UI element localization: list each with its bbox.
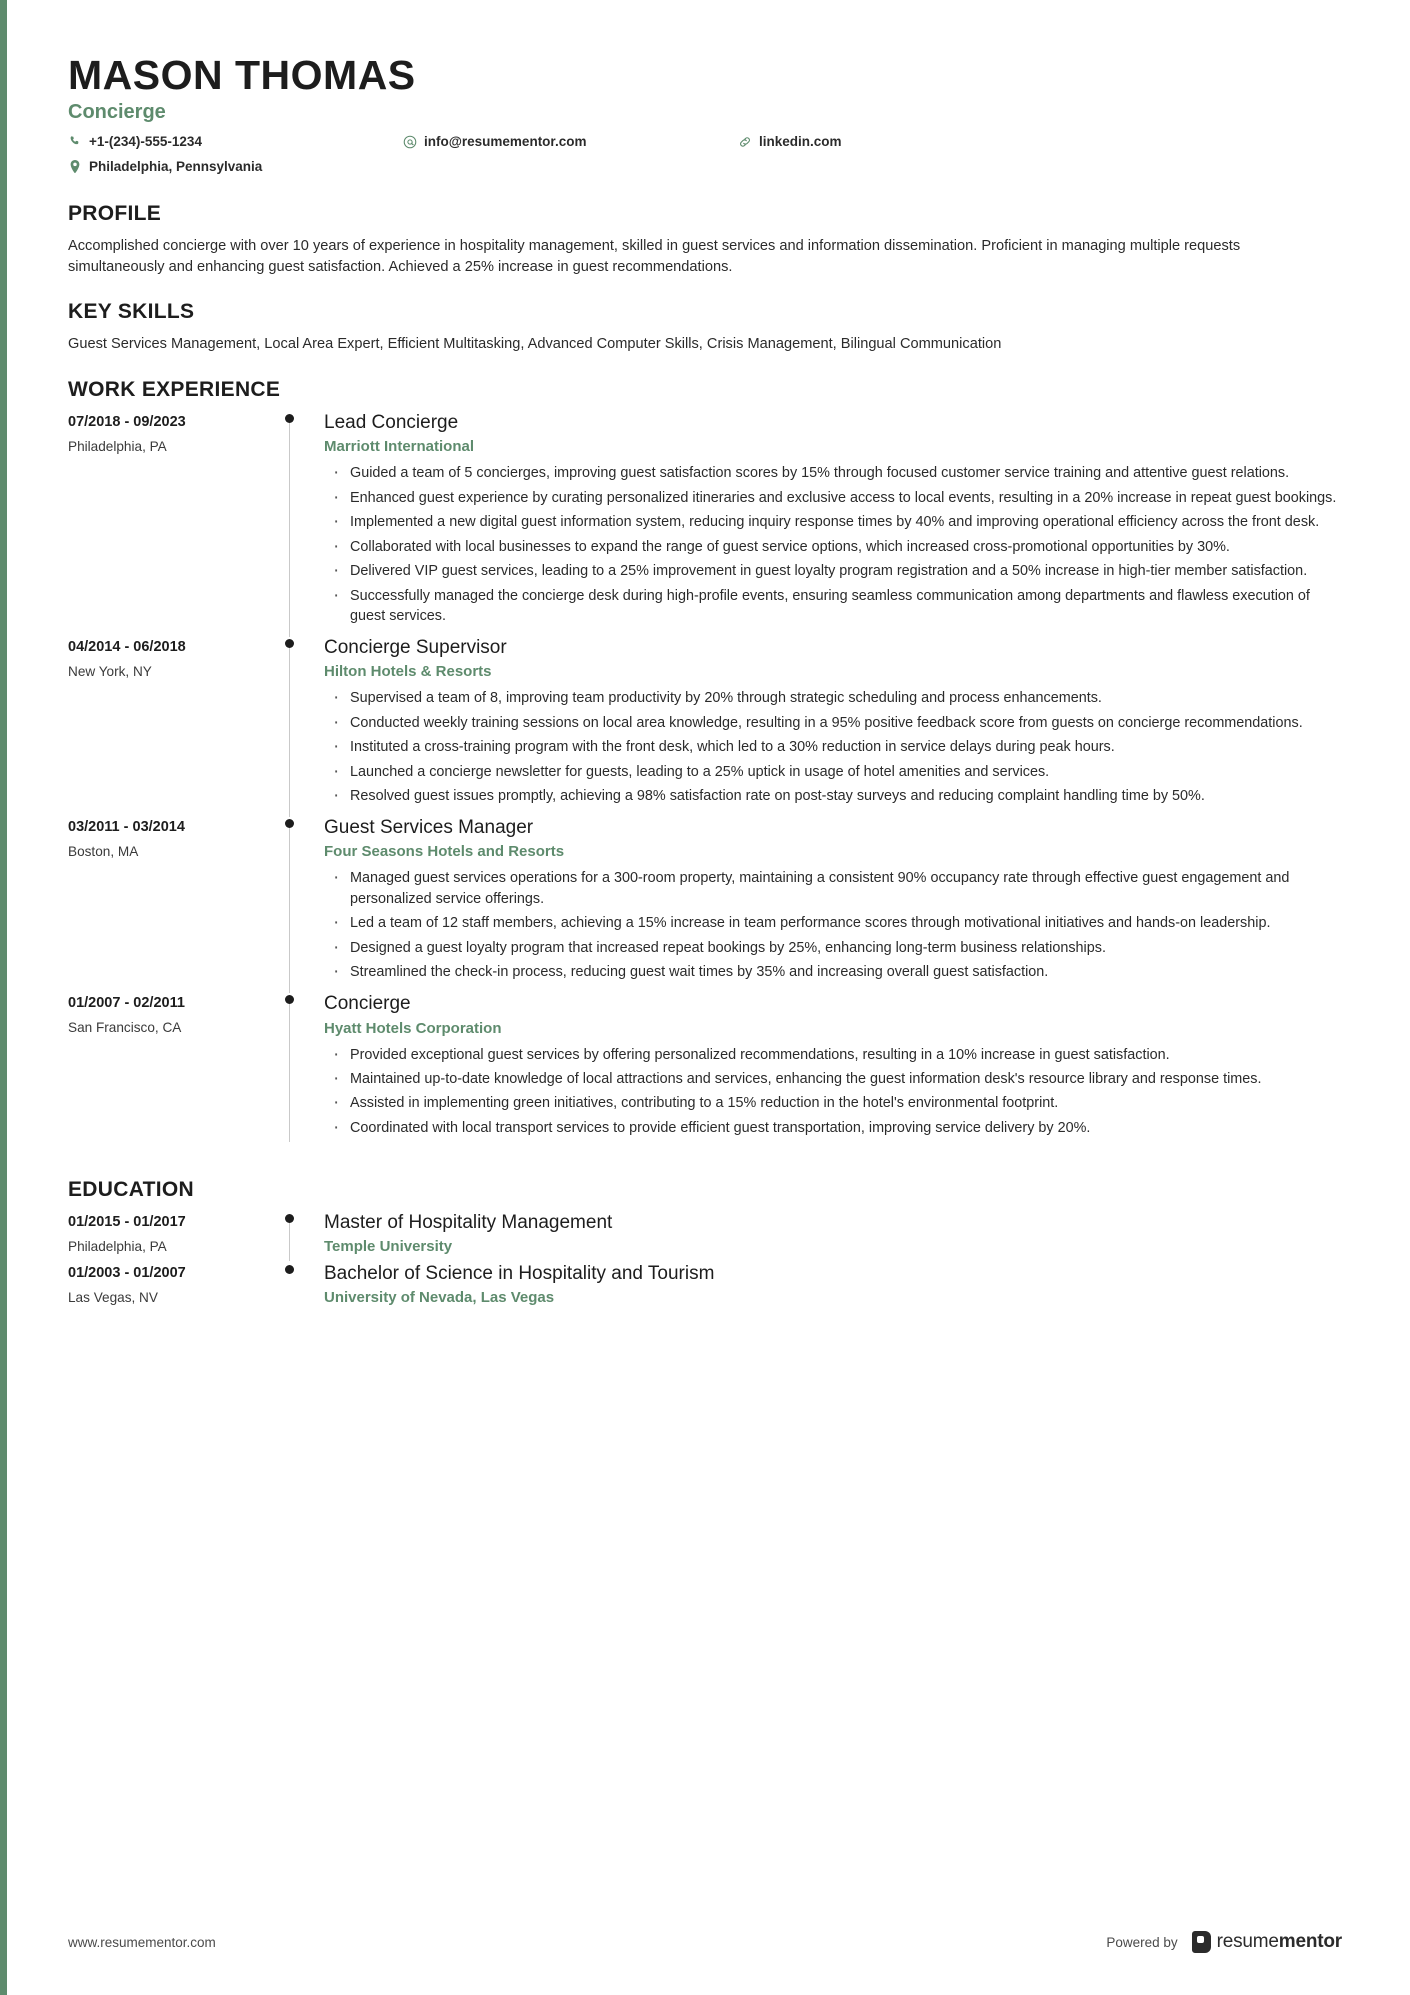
education-entry-location: Philadelphia, PA [68, 1239, 167, 1255]
work-entry-role: Guest Services Manager [324, 816, 534, 838]
contact-row-2 [68, 159, 1342, 180]
page-footer [68, 1931, 1342, 1953]
phone-icon [68, 135, 82, 148]
timeline-rail [268, 412, 324, 631]
work-entry-dates: 01/2007 - 02/2011 [68, 994, 185, 1011]
work-entry-body [324, 817, 1342, 987]
bullet-item: · Launched a concierge newsletter for guests, leading to a 25% uptick in usage of hotel amenities and services. [324, 762, 1342, 782]
section-work-experience [68, 378, 1342, 1149]
timeline-line [289, 1223, 290, 1261]
timeline-line [289, 828, 290, 993]
bullet-item: · Enhanced guest experience by curating personalized itineraries and exclusive access to local events, resulting in a 20% increase in repeat guest bookings. [324, 488, 1342, 508]
timeline-dot [285, 819, 294, 828]
timeline-line [289, 1004, 290, 1143]
work-entry [68, 993, 1342, 1149]
education-degree: Master of Hospitality Management [324, 1212, 613, 1234]
timeline-rail [268, 817, 324, 987]
work-entry-organization: Four Seasons Hotels and Resorts [324, 843, 565, 861]
contact-row-1 [68, 134, 1342, 155]
contact-phone[interactable] [68, 134, 403, 149]
work-entry-bullets [324, 1045, 1342, 1139]
contact-email-value: info@resumementor.com [424, 134, 587, 150]
bullet-item: · Collaborated with local businesses to expand the range of guest service options, which increased cross-promotional opportunities by 30%. [324, 537, 1342, 557]
timeline-dot [285, 1265, 294, 1274]
work-entry-meta [68, 993, 268, 1143]
key-skills-text: Guest Services Management, Local Area Expert, Efficient Multitasking, Advanced Computer Skills, Crisis Management, Bilingual Communication [68, 336, 1002, 353]
work-entry-meta [68, 817, 268, 987]
timeline-line [289, 423, 290, 637]
contact-column-link [738, 134, 1073, 155]
email-icon [403, 135, 417, 149]
timeline-rail [268, 637, 324, 811]
timeline-rail [268, 1212, 324, 1255]
bullet-item: · Provided exceptional guest services by offering personalized recommendations, resulting in a 10% increase in guest satisfaction. [324, 1045, 1342, 1065]
work-entry-body [324, 637, 1342, 811]
bullet-item: · Led a team of 12 staff members, achieving a 15% increase in team performance scores through motivational initiatives and hands-on leadership. [324, 913, 1342, 933]
contact-linkedin-value: linkedin.com [759, 134, 842, 150]
work-entry-organization: Hyatt Hotels Corporation [324, 1019, 502, 1037]
accent-bar [0, 0, 7, 1995]
profile-section-title: PROFILE [68, 202, 162, 226]
work-experience-section-title: WORK EXPERIENCE [68, 377, 281, 401]
bullet-item: · Managed guest services operations for a 300-room property, maintaining a consistent 90% occupancy rate through effective guest engagement and personalized service offerings. [324, 868, 1342, 909]
work-entry-dates: 03/2011 - 03/2014 [68, 818, 185, 835]
section-key-skills [68, 300, 1342, 355]
footer-website-url[interactable]: www.resumementor.com [68, 1934, 216, 1950]
contact-email[interactable] [403, 134, 738, 149]
powered-by-label: Powered by [1106, 1934, 1178, 1950]
timeline-line [289, 648, 290, 817]
candidate-job-title: Concierge [68, 101, 166, 124]
brand-bold-text: mentor [1278, 1931, 1342, 1952]
bullet-item: · Successfully managed the concierge desk during high-profile events, ensuring seamless communication among departments and flawless execution of guest services. [324, 586, 1342, 627]
work-entry-body [324, 412, 1342, 631]
timeline-dot [285, 639, 294, 648]
work-entry-bullets [324, 463, 1342, 626]
education-section-title: EDUCATION [68, 1178, 194, 1202]
work-experience-entries [68, 412, 1342, 1149]
timeline-dot [285, 414, 294, 423]
work-entry [68, 817, 1342, 993]
work-entry-dates: 04/2014 - 06/2018 [68, 638, 186, 655]
bullet-item: · Guided a team of 5 concierges, improving guest satisfaction scores by 15% through focused customer service training and attentive guest relations. [324, 463, 1342, 483]
candidate-name: MASON THOMAS [68, 52, 416, 98]
bullet-item: · Supervised a team of 8, improving team productivity by 20% through strategic scheduling and process enhancements. [324, 688, 1342, 708]
footer-branding [1106, 1931, 1342, 1953]
bullet-item: · Assisted in implementing green initiatives, contributing to a 15% reduction in the hotel's environmental footprint. [324, 1093, 1342, 1113]
contact-phone-value: +1-(234)-555-1234 [89, 134, 202, 150]
work-entry-dates: 07/2018 - 09/2023 [68, 413, 186, 430]
education-entry-dates: 01/2015 - 01/2017 [68, 1214, 186, 1231]
work-entry-organization: Hilton Hotels & Resorts [324, 663, 492, 681]
education-entry-location: Las Vegas, NV [68, 1290, 158, 1306]
bullet-item: · Resolved guest issues promptly, achieving a 98% satisfaction rate on post-stay surveys and reducing complaint handling time by 50%. [324, 786, 1342, 806]
education-school: Temple University [324, 1238, 453, 1256]
work-entry-location: San Francisco, CA [68, 1019, 182, 1035]
work-entry-role: Concierge [324, 992, 411, 1014]
section-education [68, 1178, 1342, 1314]
resume-header [68, 52, 1342, 180]
education-entry-meta [68, 1212, 268, 1255]
bullet-item: · Coordinated with local transport services to provide efficient guest transportation, improving service delivery by 20%. [324, 1118, 1342, 1138]
work-entry-location: Boston, MA [68, 843, 139, 859]
work-entry-body [324, 993, 1342, 1143]
timeline-rail [268, 993, 324, 1143]
work-entry [68, 412, 1342, 637]
work-entry-bullets [324, 868, 1342, 982]
education-school: University of Nevada, Las Vegas [324, 1288, 555, 1306]
education-entry-dates: 01/2003 - 01/2007 [68, 1265, 186, 1282]
education-entry-body [324, 1263, 1342, 1306]
work-entry-organization: Marriott International [324, 438, 475, 456]
work-entry-location: New York, NY [68, 663, 152, 679]
timeline-rail [268, 1263, 324, 1306]
education-entries [68, 1212, 1342, 1314]
education-entry-meta [68, 1263, 268, 1306]
brand-light-text: resume [1216, 1931, 1279, 1952]
work-entry-location: Philadelphia, PA [68, 438, 167, 454]
section-profile [68, 202, 1342, 278]
resumementor-mark-icon [1192, 1931, 1211, 1953]
bullet-item: · Implemented a new digital guest information system, reducing inquiry response times by 40% and improving operational efficiency across the front desk. [324, 512, 1342, 532]
work-entry-meta [68, 637, 268, 811]
work-entry [68, 637, 1342, 817]
bullet-item: · Instituted a cross-training program with the front desk, which led to a 30% reduction in service delays during peak hours. [324, 737, 1342, 757]
work-entry-role: Concierge Supervisor [324, 636, 507, 658]
key-skills-section-title: KEY SKILLS [68, 300, 195, 324]
timeline-dot [285, 995, 294, 1004]
contact-column-location [68, 159, 403, 180]
education-entry [68, 1263, 1342, 1314]
contact-location [68, 159, 403, 174]
bullet-item: · Delivered VIP guest services, leading to a 25% improvement in guest loyalty program registration and a 50% increase in high-tier member satisfaction. [324, 561, 1342, 581]
link-icon [738, 135, 752, 149]
contact-linkedin[interactable] [738, 134, 1073, 149]
timeline-dot [285, 1214, 294, 1223]
work-entry-bullets [324, 688, 1342, 806]
contact-location-value: Philadelphia, Pennsylvania [89, 159, 263, 175]
work-entry-role: Lead Concierge [324, 411, 459, 433]
education-entry-body [324, 1212, 1342, 1255]
resumementor-wordmark [1217, 1931, 1342, 1953]
bullet-item: · Conducted weekly training sessions on local area knowledge, resulting in a 95% positive feedback score from guests on concierge recommendations. [324, 713, 1342, 733]
contact-column-phone [68, 134, 403, 155]
work-entry-meta [68, 412, 268, 631]
bullet-item: · Maintained up-to-date knowledge of local attractions and services, enhancing the guest information desk's resource library and response times. [324, 1069, 1342, 1089]
location-pin-icon [68, 160, 82, 174]
bullet-item: · Streamlined the check-in process, reducing guest wait times by 35% and increasing overall guest satisfaction. [324, 962, 1342, 982]
education-entry [68, 1212, 1342, 1263]
resumementor-logo [1192, 1931, 1342, 1953]
bullet-item: · Designed a guest loyalty program that increased repeat bookings by 25%, enhancing long-term business relationships. [324, 938, 1342, 958]
contact-column-email [403, 134, 738, 155]
profile-text: Accomplished concierge with over 10 years of experience in hospitality management, skilled in guest services and information dissemination. Proficient in managing multiple requests simultaneously and enhancing guest satisfaction. Achieved a 25% increase in guest recommendations. [68, 238, 1241, 276]
education-degree: Bachelor of Science in Hospitality and Tourism [324, 1263, 715, 1285]
